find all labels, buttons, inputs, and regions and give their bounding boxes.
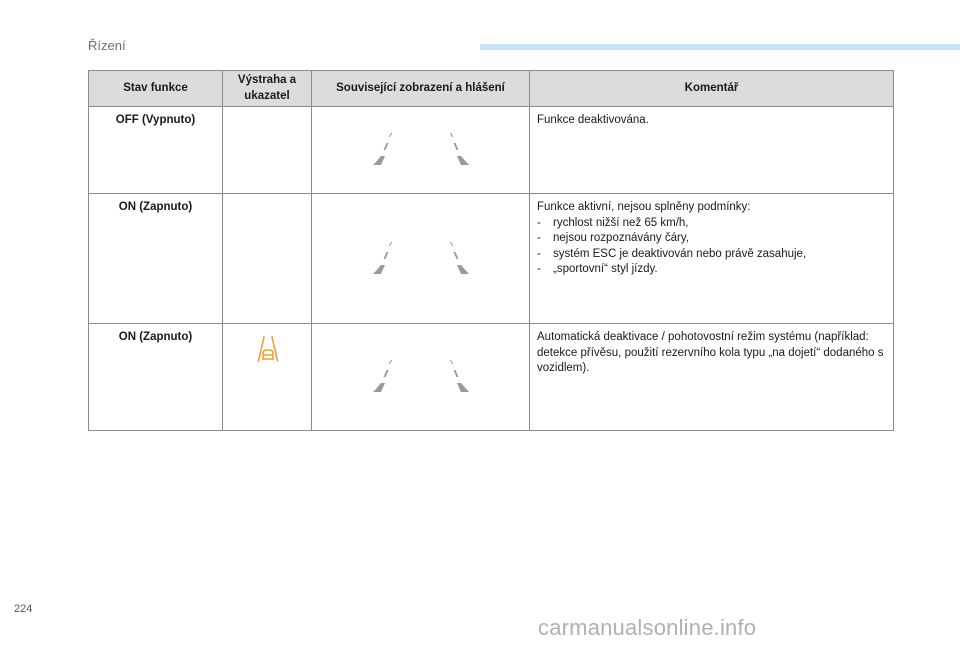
list-item-text: systém ESC je deaktivován nebo právě zasahuje, (553, 247, 807, 260)
comment-cell (530, 194, 894, 324)
list-item-text: nejsou rozpoznávány čáry, (553, 232, 689, 244)
section-accent-bar (480, 44, 960, 50)
warning-cell (223, 324, 312, 431)
column-header-display: Související zobrazení a hlášení (312, 71, 530, 107)
bullet-marker: - (537, 247, 541, 260)
warning-cell (223, 194, 312, 324)
table-header-row (89, 71, 894, 107)
warning-cell (223, 107, 312, 194)
display-cell (312, 194, 530, 324)
watermark-text: carmanualsonline.info (538, 615, 757, 640)
table-row (89, 324, 894, 431)
state-cell: ON (Zapnuto) (89, 194, 223, 324)
bullet-marker: - (537, 216, 541, 229)
column-header-state: Stav funkce (89, 71, 223, 107)
column-header-warning: Výstraha a ukazatel (223, 71, 312, 107)
state-cell: OFF (Vypnuto) (89, 107, 223, 194)
list-item (537, 247, 885, 263)
state-cell: ON (Zapnuto) (89, 324, 223, 431)
comment-cell (530, 324, 894, 431)
comment-text: Automatická deaktivace / pohotovostní režim systému (například: detekce přívěsu, použití rezervního kola typu „na dojetí“ dodaného s vozidlem). (537, 331, 884, 374)
lane-lines-icon (371, 241, 471, 277)
column-header-comment: Komentář (530, 71, 894, 107)
comment-text: Funkce aktivní, nejsou splněny podmínky: (537, 201, 751, 213)
table-row (89, 107, 894, 194)
comment-text: Funkce deaktivována. (537, 114, 649, 126)
table-row (89, 194, 894, 324)
display-cell (312, 107, 530, 194)
bullet-marker: - (537, 263, 541, 275)
lane-lines-icon (371, 132, 471, 168)
display-cell (312, 324, 530, 431)
list-item (537, 262, 885, 278)
list-item-text: rychlost nižší než 65 km/h, (553, 216, 689, 229)
list-item (537, 231, 885, 247)
lane-lines-icon (371, 359, 471, 395)
page-number: 224 (14, 603, 33, 615)
list-item (537, 216, 885, 232)
list-item-text: „sportovní“ styl jízdy. (553, 263, 658, 275)
function-status-table (88, 70, 894, 431)
lane-keeping-warning-icon (257, 335, 279, 363)
bullet-marker: - (537, 232, 541, 244)
section-title: Řízení (88, 38, 126, 53)
comment-cell (530, 107, 894, 194)
